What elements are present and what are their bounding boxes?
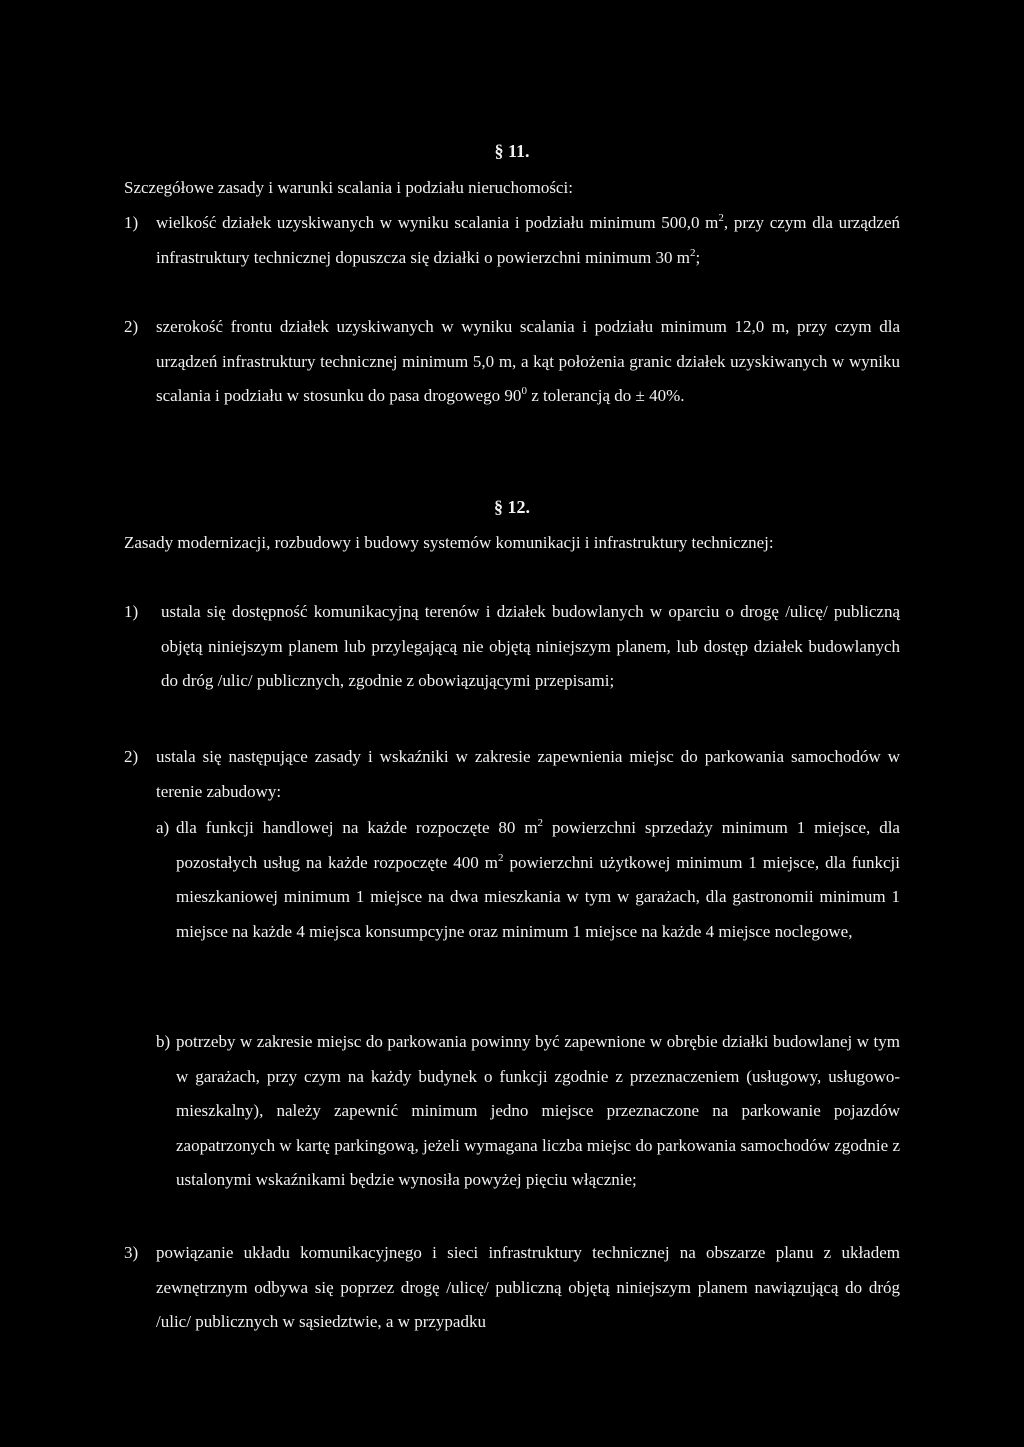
superscript: 2: [498, 851, 504, 864]
sub-list-item: [156, 1025, 900, 1198]
text-part: wielkość działek uzyskiwanych w wyniku scalania i podziału minimum 500,0 m: [156, 213, 719, 232]
section-12-intro: Zasady modernizacji, rozbudowy i budowy systemów komunikacji i infrastruktury technicznej:: [124, 533, 774, 552]
superscript: 2: [689, 246, 696, 259]
text-part: z tolerancją do ± 40%.: [526, 386, 685, 405]
sub-list-item-letter: b): [156, 1032, 171, 1051]
section-11-heading: § 11.: [494, 141, 530, 161]
section-12-heading: § 12.: [494, 497, 530, 517]
list-item: [124, 206, 900, 275]
text-part: dla funkcji handlowej na każde rozpoczęte 80 m: [176, 818, 538, 837]
list-item-number: 2): [124, 747, 139, 766]
section-11-intro: Szczegółowe zasady i warunki scalania i podziału nieruchomości:: [124, 178, 573, 197]
superscript: 0: [521, 385, 527, 397]
text-part: powierzchni użytkowej minimum 1 miejsce, dla funkcji mieszkaniowej minimum 1 miejsce na dwa mieszkania w tym w garażach, dla gastronomii minimum 1 miejsce na każde 4 miejsca konsumpcyjne oraz minimum 1 miejsce na każde 4 miejsce noclegowe,: [176, 852, 900, 941]
sub-list-item: [156, 811, 900, 949]
list-item-text: [156, 310, 900, 414]
sub-list-item-text: potrzeby w zakresie miejsc do parkowania powinny być zapewnione w obrębie działki budowlanej w tym w garażach, przy czym na każdy budynek o funkcji zgodnie z przeznaczeniem (usługowy, usługowo-mieszkalny), należy zapewnić minimum jedno miejsce przeznaczone na parkowanie pojazdów zaopatrzonych w kartę parkingową, jeżeli wymagana liczba miejsc do parkowania samochodów zgodnie z ustalonymi wskaźnikami będzie wynosiła powyżej pięciu włącznie;: [176, 1032, 900, 1189]
text-part: , przy czym dla urządzeń infrastruktury technicznej dopuszcza się działki o powierzchni minimum 30 m: [156, 213, 900, 267]
list-item: [124, 740, 900, 809]
list-item-number: 3): [124, 1243, 139, 1262]
list-item-text: ustala się dostępność komunikacyjną terenów i działek budowlanych w oparciu o drogę /ulicę/ publiczną objętą niniejszym planem lub przylegającą nie objętą niniejszym planem, lub dostęp działek budowlanych do dróg /ulic/ publicznych, zgodnie z obowiązującymi przepisami;: [161, 602, 900, 690]
text-part: powierzchni sprzedaży minimum 1 miejsce, dla pozostałych usług na każde rozpoczęte 400 m: [176, 818, 900, 872]
list-item: [124, 595, 900, 699]
list-item-text: [156, 206, 900, 275]
list-item-number: 2): [124, 317, 139, 336]
list-item-text: powiązanie układu komunikacyjnego i sieci infrastruktury technicznej na obszarze planu z układem zewnętrznym odbywa się poprzez drogę /ulicę/ publiczną objętą niniejszym planem nawiązującą do dróg /ulic/ publicznych w sąsiedztwie, a w przypadku: [156, 1243, 900, 1331]
superscript: 2: [537, 817, 544, 829]
superscript: 2: [718, 212, 724, 224]
list-item-number: 1): [124, 602, 139, 621]
sub-list-item-letter: a): [156, 818, 170, 837]
text-part: ;: [695, 247, 701, 267]
list-item: [124, 310, 900, 414]
list-item: [124, 1236, 900, 1340]
text-part: szerokość frontu działek uzyskiwanych w wyniku scalania i podziału minimum 12,0 m, przy czym dla urządzeń infrastruktury technicznej minimum 5,0 m, a kąt położenia granic działek uzyskiwanych w wyniku scalania i podziału w stosunku do pasa drogowego 90: [156, 317, 900, 405]
sub-list-item-text: [176, 811, 900, 949]
list-item-text: ustala się następujące zasady i wskaźniki w zakresie zapewnienia miejsc do parkowania samochodów w terenie zabudowy:: [156, 747, 900, 801]
list-item-number: 1): [124, 213, 139, 232]
